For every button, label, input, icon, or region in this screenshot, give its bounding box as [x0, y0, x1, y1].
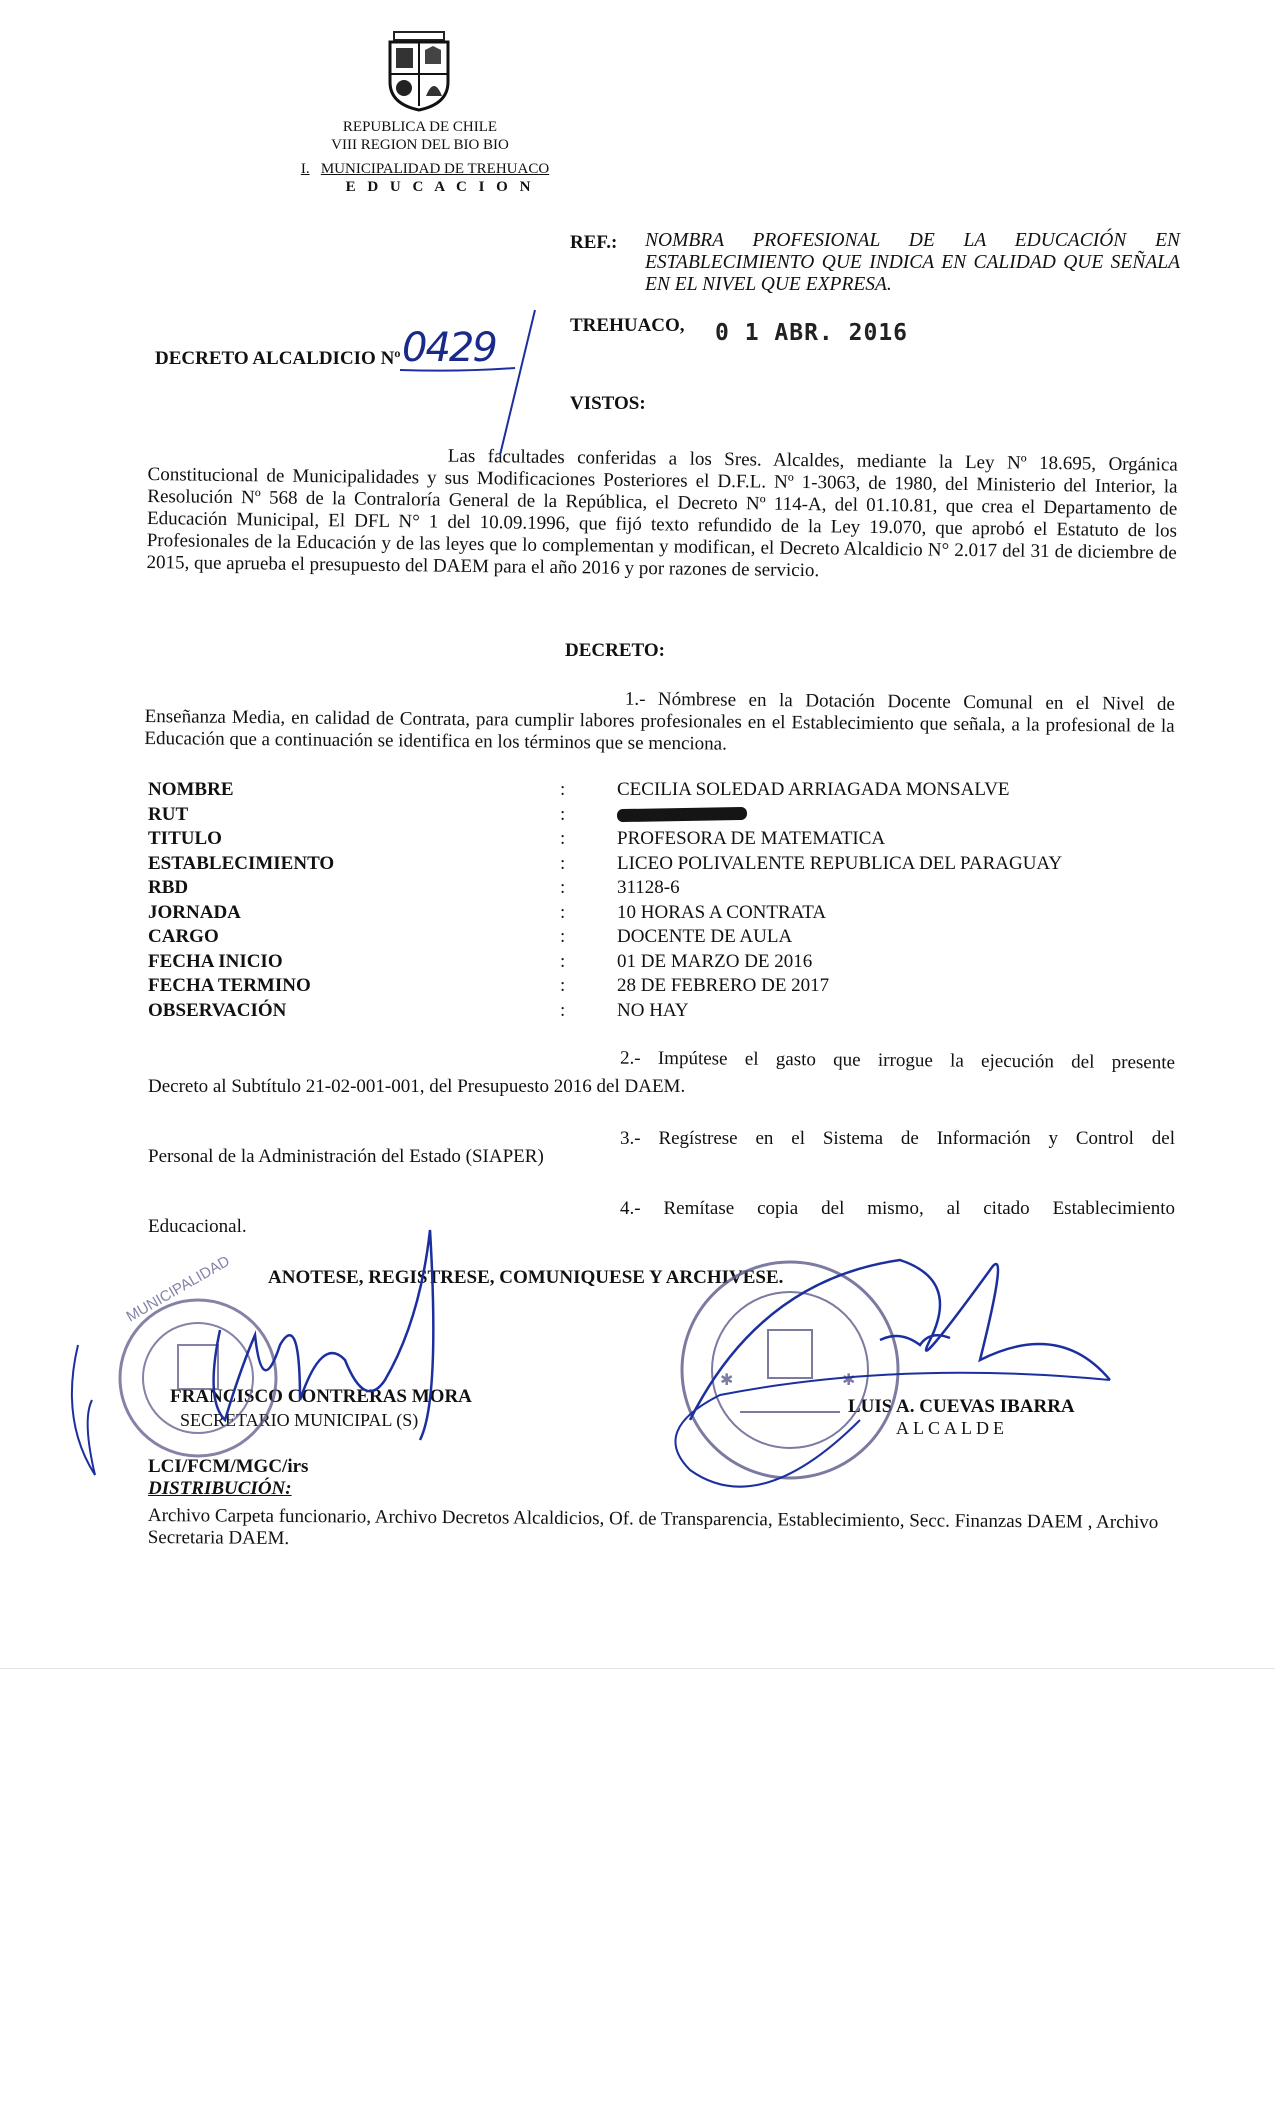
mayor-name: LUIS A. CUEVAS IBARRA — [848, 1396, 1075, 1417]
header-republica: REPUBLICA DE CHILE — [342, 119, 498, 135]
closing-formula: ANOTESE, REGISTRESE, COMUNIQUESE Y ARCHIVESE. — [268, 1267, 784, 1288]
secretary-name: FRANCISCO CONTRERAS MORA — [170, 1386, 472, 1407]
date-stamp: 0 1 ABR. 2016 — [715, 320, 909, 346]
details-value: 10 HORAS A CONTRATA — [617, 901, 827, 923]
details-colon: : — [560, 852, 566, 874]
details-label: NOMBRE — [148, 779, 234, 801]
place-label: TREHUACO, — [570, 315, 685, 336]
blank-margin — [0, 1668, 1275, 2101]
item-2-line-2: Decreto al Subtítulo 21-02-001-001, del Presupuesto 2016 del DAEM. — [148, 1076, 686, 1097]
details-label: RBD — [148, 877, 189, 899]
details-colon: : — [560, 926, 566, 948]
item-3-line-2: Personal de la Administración del Estado (SIAPER) — [148, 1146, 544, 1167]
details-label: CARGO — [148, 926, 219, 948]
ref-label: REF.: — [570, 232, 618, 253]
vistos-paragraph: Las facultades conferidas a los Sres. Alcaldes, mediante la Ley Nº 18.695, Orgánica Constitucional de Municipalidades y sus Modificaciones Posteriores el D.F.L. Nº 1-3063, de 1980, del Ministerio del Interior, la Resolución Nº 568 de la Contraloría General de la República, el Decreto Nº 114-A, del 01.10.81, que crea el Departamento de Educación Municipal, El DFL N° 1 del 10.09.1996, que fijó texto refundido de la Ley 19.070, que aprobó el Estatuto de los Profesionales de la Educación y de las leyes que lo complementan y modifican, el Decreto Alcaldicio N° 2.017 del 31 de diciembre de 2015, que aprueba el presupuesto del DAEM para el año 2016 y por razones de servicio. — [146, 445, 1178, 582]
details-value: 28 DE FEBRERO DE 2017 — [617, 975, 830, 997]
details-label: OBSERVACIÓN — [148, 999, 287, 1021]
secretary-signature — [214, 1230, 434, 1440]
header-educacion: E D U C A C I O N — [345, 179, 535, 195]
decreto-number-handwritten: 0429 — [402, 325, 496, 371]
item-3-line-1: 3.- Regístrese en el Sistema de Información y Control del — [620, 1128, 1175, 1149]
details-value: NO HAY — [617, 999, 689, 1021]
svg-text:✱: ✱ — [842, 1372, 856, 1389]
details-value: 01 DE MARZO DE 2016 — [617, 950, 813, 972]
distribution-label: DISTRIBUCIÓN: — [148, 1478, 292, 1499]
details-colon: : — [560, 975, 566, 997]
details-value: CECILIA SOLEDAD ARRIAGADA MONSALVE — [617, 779, 1010, 801]
details-label: RUT — [148, 803, 189, 825]
details-colon: : — [560, 877, 566, 899]
item-4-line-1: 4.- Remítase copia del mismo, al citado Establecimiento — [620, 1198, 1175, 1219]
initials: LCI/FCM/MGC/irs — [148, 1456, 309, 1477]
header-municipalidad-prefix: I. — [300, 161, 310, 177]
details-label: FECHA INICIO — [148, 950, 283, 972]
mayor-role: ALCALDE — [896, 1418, 1008, 1438]
details-colon: : — [560, 999, 566, 1021]
details-colon: : — [560, 803, 566, 825]
distribution-text: Archivo Carpeta funcionario, Archivo Decretos Alcaldicios, Of. de Transparencia, Establecimiento, Secc. Finanzas DAEM , Archivo Secretaria DAEM. — [147, 1505, 1159, 1549]
ref-text: NOMBRA PROFESIONAL DE LA EDUCACIÓN EN ESTABLECIMIENTO QUE INDICA EN CALIDAD QUE SEÑALA EN EL NIVEL QUE EXPRESA. — [645, 230, 1180, 295]
details-value: DOCENTE DE AULA — [617, 926, 793, 948]
header-municipalidad-name: MUNICIPALIDAD DE TREHUACO — [320, 161, 550, 177]
side-initial-mark — [72, 1345, 95, 1475]
details-colon: : — [560, 950, 566, 972]
details-value: PROFESORA DE MATEMATICA — [617, 828, 886, 850]
item-2-line-1: 2.- Impútese el gasto que irrogue la ejecución del presente — [619, 1047, 1176, 1074]
details-label: TITULO — [148, 828, 222, 850]
header-region: VIII REGION DEL BIO BIO — [331, 137, 509, 153]
svg-text:✱: ✱ — [720, 1372, 734, 1389]
svg-text:MUNICIPALIDAD: MUNICIPALIDAD — [123, 1252, 233, 1326]
decreto-label: DECRETO ALCALDICIO Nº — [155, 348, 401, 369]
item-4-line-2: Educacional. — [148, 1216, 247, 1237]
details-colon: : — [560, 779, 566, 801]
mayor-signature — [690, 1260, 1110, 1420]
details-colon: : — [560, 828, 566, 850]
decreto-section-label: DECRETO: — [565, 640, 665, 661]
vistos-label: VISTOS: — [570, 393, 646, 414]
details-value: 31128-6 — [617, 877, 680, 899]
secretary-role: SECRETARIO MUNICIPAL (S) — [180, 1410, 419, 1430]
decreto-item-1: 1.- Nómbrese en la Dotación Docente Comunal en el Nivel de Enseñanza Media, en calidad de Contrata, para cumplir labores profesionales en el Establecimiento que señala, a la profesional de la Educación que a continuación se identifica en los términos que se menciona. — [144, 688, 1175, 755]
details-label: ESTABLECIMIENTO — [148, 852, 335, 874]
details-label: JORNADA — [148, 901, 241, 923]
details-value: LICEO POLIVALENTE REPUBLICA DEL PARAGUAY — [617, 852, 1063, 874]
details-label: FECHA TERMINO — [148, 975, 311, 997]
mayor-seal-stamp — [682, 1262, 898, 1478]
details-colon: : — [560, 901, 566, 923]
secretary-seal-stamp — [120, 1252, 276, 1456]
decreto-number-underline — [400, 310, 535, 455]
